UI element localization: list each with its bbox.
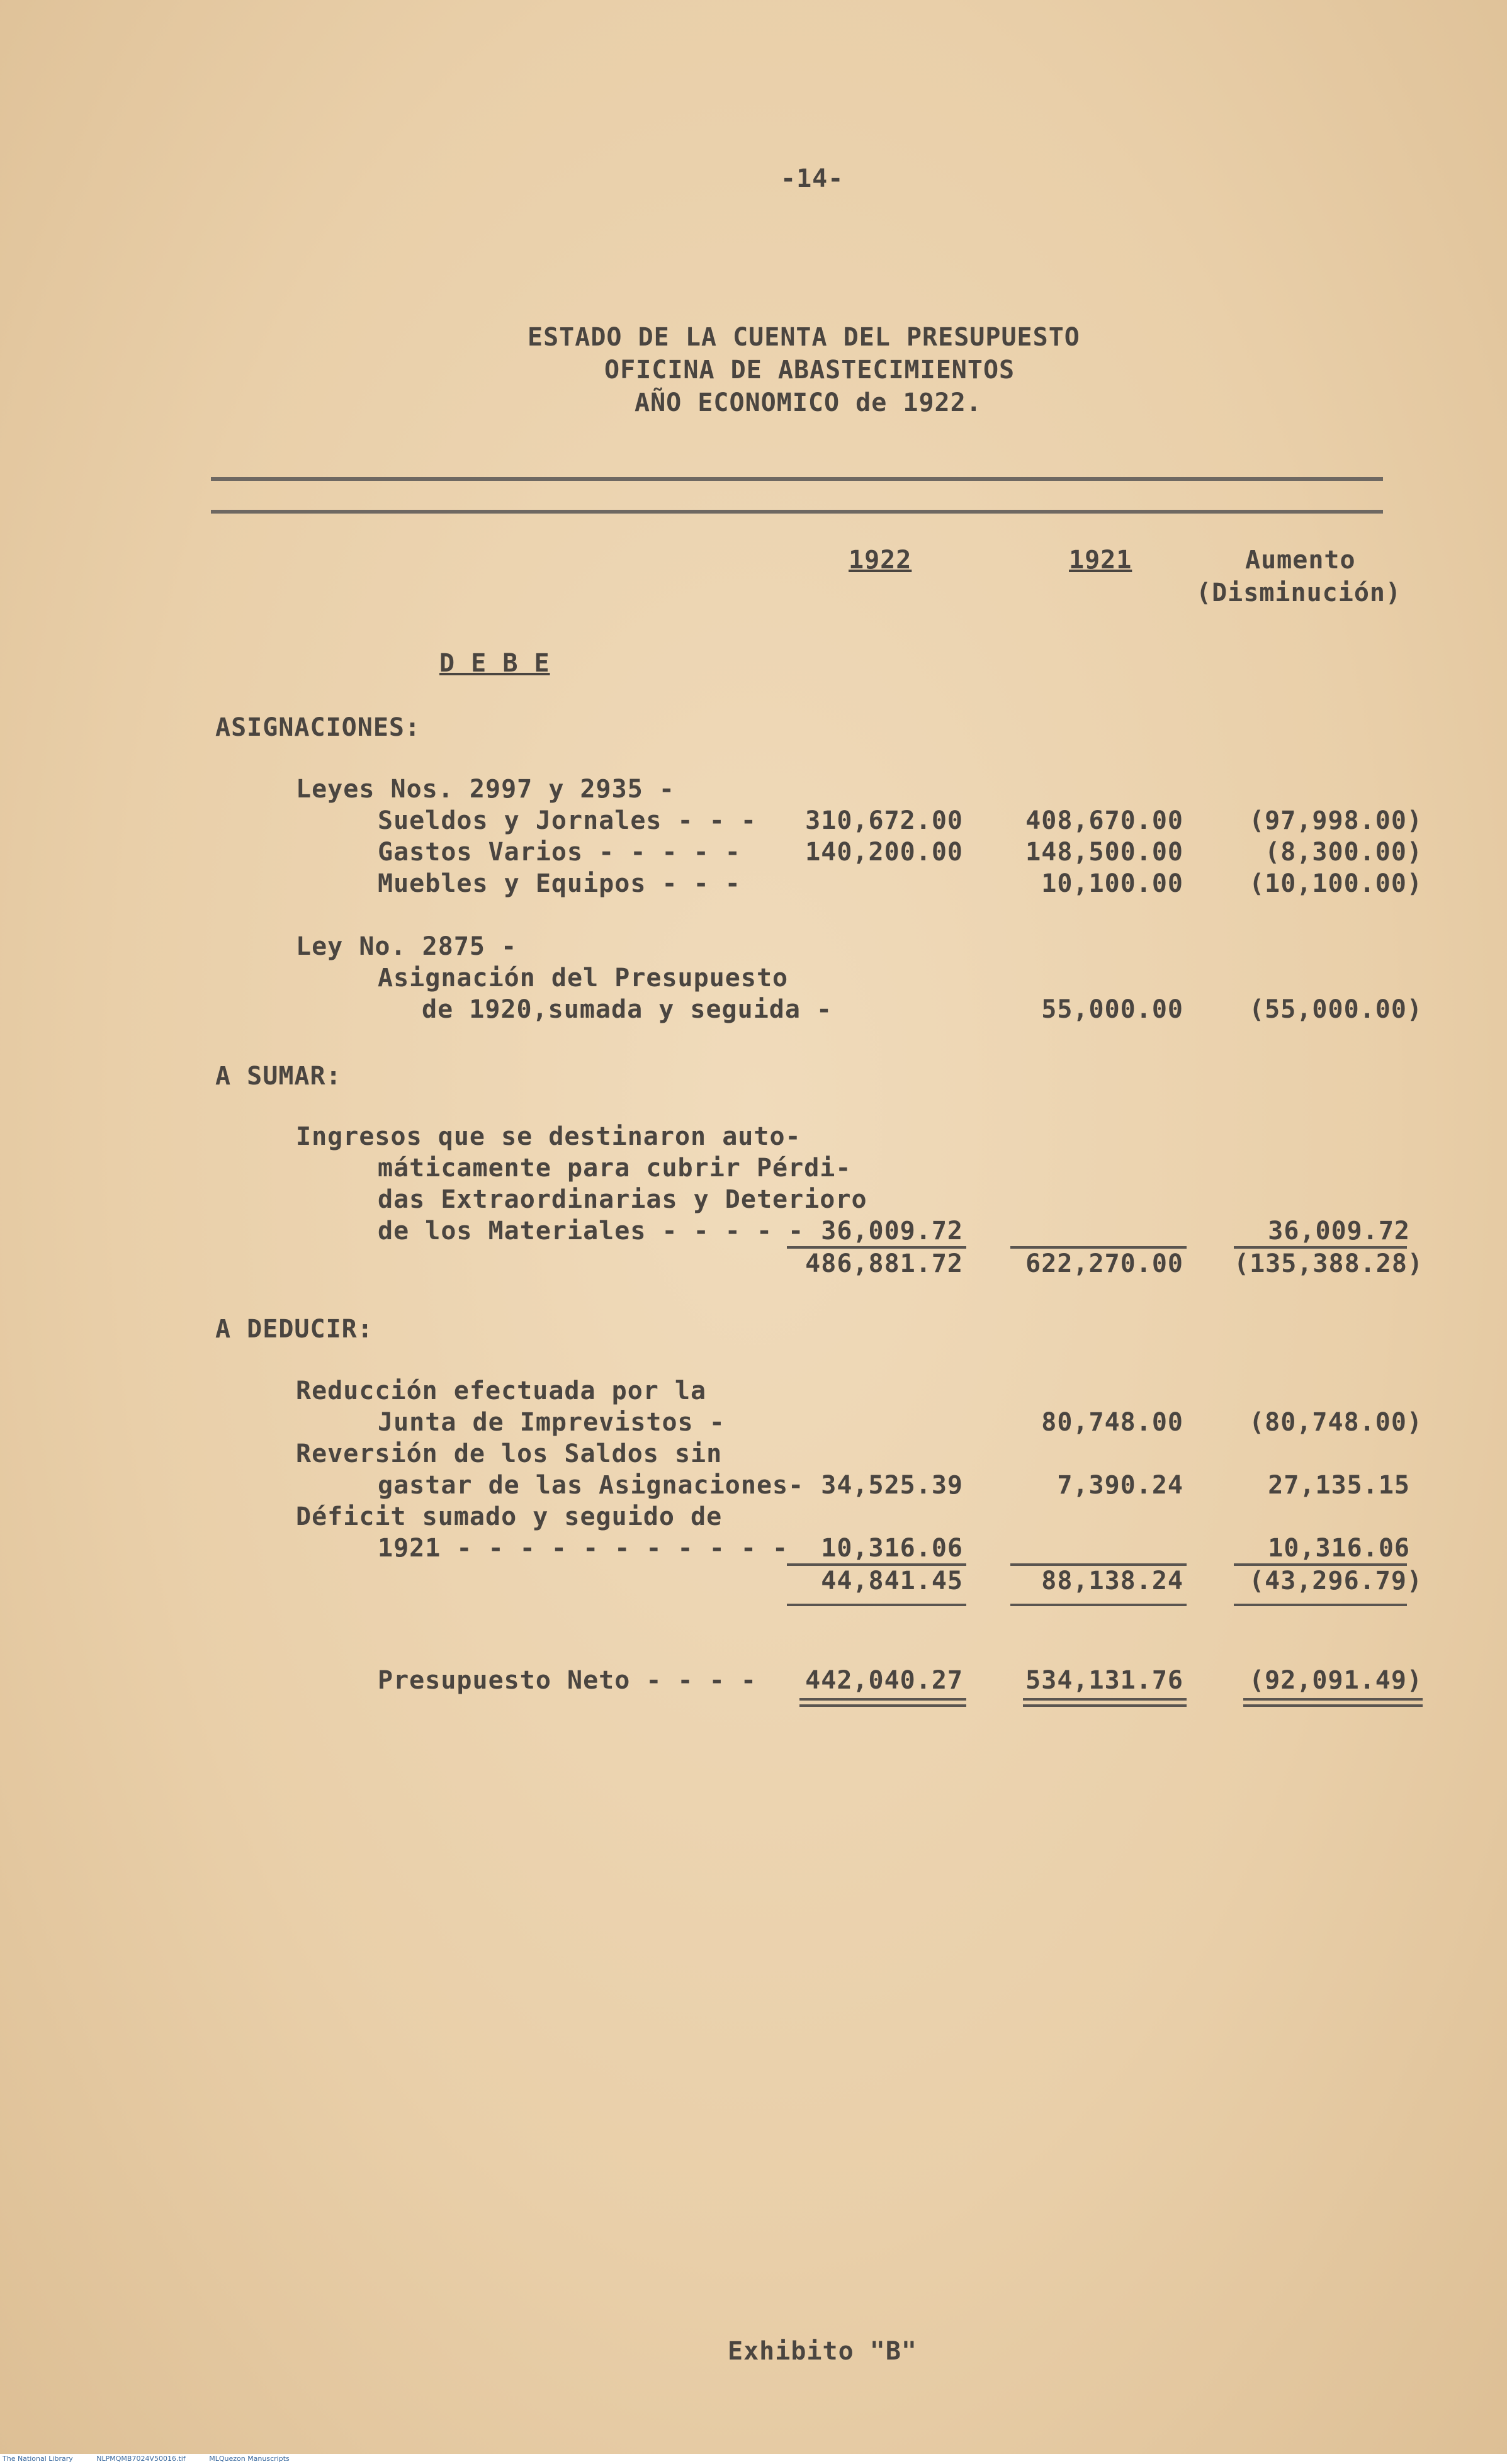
- deducir-line4-diff: 27,135.15: [1268, 1471, 1410, 1500]
- value-1922: 140,200.00: [805, 838, 963, 867]
- deducir-line5: Déficit sumado y seguido de: [296, 1502, 723, 1531]
- deducir-line4-1922: 34,525.39: [821, 1471, 963, 1500]
- neto-double-rule-diff-a: [1243, 1698, 1423, 1701]
- deducir-total-diff: (43,296.79): [1249, 1567, 1423, 1595]
- sumar-label: A SUMAR:: [215, 1062, 342, 1091]
- neto-value-1922: 442,040.27: [805, 1666, 963, 1695]
- sumar-line4: de los Materiales - - - - -: [378, 1217, 804, 1246]
- column-header-1922: 1922: [849, 546, 912, 575]
- footer-archive: The National Library: [3, 2455, 73, 2463]
- ley2875-value-diff: (55,000.00): [1249, 995, 1423, 1024]
- deducir-total-1921: 88,138.24: [1041, 1567, 1183, 1595]
- value-diff: (97,998.00): [1249, 806, 1423, 835]
- neto-double-rule-1922-a: [799, 1698, 966, 1701]
- value-1921: 10,100.00: [1041, 869, 1183, 898]
- header-rule-1: [211, 477, 1383, 481]
- deducir-line4-1921: 7,390.24: [1057, 1471, 1183, 1500]
- sumar-line2: máticamente para cubrir Pérdi-: [378, 1154, 852, 1183]
- deducir-line3: Reversión de los Saldos sin: [296, 1439, 723, 1468]
- sumar-value-diff: 36,009.72: [1268, 1217, 1410, 1246]
- footer-file: NLPMQMB7024V50016.tif: [96, 2455, 186, 2463]
- neto-value-diff: (92,091.49): [1249, 1666, 1423, 1695]
- deducir-line1: Reducción efectuada por la: [296, 1376, 707, 1405]
- row-label: Sueldos y Jornales - - -: [378, 806, 757, 835]
- neto-double-rule-1921-a: [1023, 1698, 1187, 1701]
- column-header-disminucion: (Disminución): [1196, 578, 1402, 607]
- ley2875-title: Ley No. 2875 -: [296, 932, 517, 961]
- total-underline-diff: [1234, 1604, 1407, 1606]
- neto-double-rule-1921-b: [1023, 1704, 1187, 1707]
- footer-collection: MLQuezon Manuscripts: [209, 2455, 290, 2463]
- header-title-line3: AÑO ECONOMICO de 1922.: [635, 388, 982, 417]
- leyes-title: Leyes Nos. 2997 y 2935 -: [296, 775, 675, 804]
- subtotal-diff: (135,388.28): [1234, 1249, 1423, 1278]
- row-label: Muebles y Equipos - - -: [378, 869, 741, 898]
- column-header-1921: 1921: [1069, 546, 1132, 575]
- deducir-line2-1921: 80,748.00: [1041, 1408, 1183, 1437]
- ley2875-value-1921: 55,000.00: [1041, 995, 1183, 1024]
- deducir-total-1922: 44,841.45: [821, 1567, 963, 1595]
- total-underline-1921: [1010, 1604, 1187, 1606]
- deducir-line6-1922: 10,316.06: [821, 1534, 963, 1563]
- row-label: Gastos Varios - - - - -: [378, 838, 741, 867]
- deducir-label: A DEDUCIR:: [215, 1315, 373, 1344]
- value-1921: 408,670.00: [1025, 806, 1183, 835]
- neto-double-rule-diff-b: [1243, 1704, 1423, 1707]
- sumar-value-1922: 36,009.72: [821, 1217, 963, 1246]
- sumar-line3: das Extraordinarias y Deterioro: [378, 1185, 867, 1214]
- value-1921: 148,500.00: [1025, 838, 1183, 867]
- ley2875-line1: Asignación del Presupuesto: [378, 964, 789, 993]
- deducir-line6-diff: 10,316.06: [1268, 1534, 1410, 1563]
- exhibit-label: Exhibito "B": [728, 2337, 917, 2366]
- header-rule-2: [211, 510, 1383, 514]
- deducir-line2: Junta de Imprevistos -: [378, 1408, 725, 1437]
- asignaciones-label: ASIGNACIONES:: [215, 713, 421, 742]
- header-title-line2: OFICINA DE ABASTECIMIENTOS: [604, 356, 1015, 385]
- value-diff: (10,100.00): [1249, 869, 1423, 898]
- subtotal-1922: 486,881.72: [805, 1249, 963, 1278]
- page-number: -14-: [781, 164, 844, 193]
- total-underline-1922: [787, 1604, 966, 1606]
- neto-label: Presupuesto Neto - - - -: [378, 1666, 757, 1695]
- neto-value-1921: 534,131.76: [1025, 1666, 1183, 1695]
- subtotal-1921: 622,270.00: [1025, 1249, 1183, 1278]
- scan-footer: [0, 2454, 1507, 2464]
- value-diff: (8,300.00): [1265, 838, 1423, 867]
- deducir-line2-diff: (80,748.00): [1249, 1408, 1423, 1437]
- value-1922: 310,672.00: [805, 806, 963, 835]
- section-debe: D E B E: [439, 649, 550, 678]
- neto-double-rule-1922-b: [799, 1704, 966, 1707]
- header-title-line1: ESTADO DE LA CUENTA DEL PRESUPUESTO: [528, 323, 1080, 352]
- column-header-aumento: Aumento: [1245, 546, 1356, 575]
- deducir-line4: gastar de las Asignaciones-: [378, 1471, 804, 1500]
- ley2875-line2: de 1920,sumada y seguida -: [422, 995, 833, 1024]
- deducir-line6: 1921 - - - - - - - - - - -: [378, 1534, 789, 1563]
- sumar-line1: Ingresos que se destinaron auto-: [296, 1122, 801, 1151]
